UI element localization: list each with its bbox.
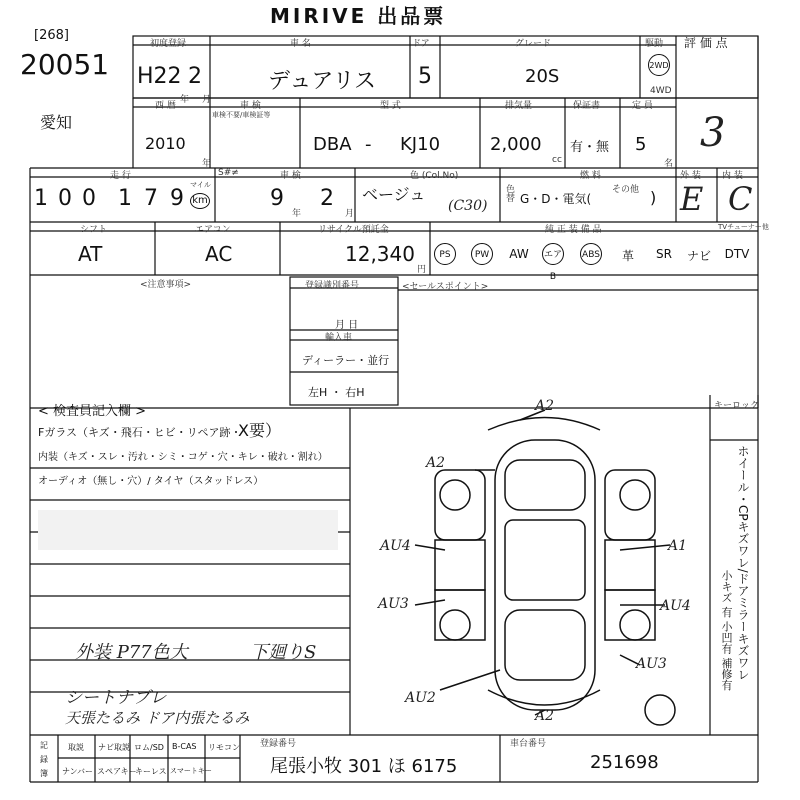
- recycle-fee: 12,340: [345, 242, 415, 266]
- mark-line: [415, 600, 445, 605]
- mark-a2-bottom: A2: [535, 708, 555, 724]
- equipment-item: エアB: [542, 243, 564, 265]
- wheel-rear-right: [620, 610, 650, 640]
- label-aircon: エアコン: [195, 225, 231, 235]
- recycle-unit: 円: [417, 265, 427, 275]
- footer-item: ナビ取説: [98, 743, 130, 752]
- model-code: KJ10: [400, 134, 441, 155]
- label-shamei: 車 名: [290, 39, 311, 49]
- label-grade: グレード: [515, 39, 552, 49]
- shaken-year-mark: 年: [292, 209, 302, 219]
- label-hosho: 保証書: [573, 101, 601, 111]
- front-bumper: [488, 418, 600, 431]
- footer-item: スマートキー: [170, 767, 212, 775]
- footer-side-3: 簿: [40, 769, 48, 778]
- label-toroku: 登録識別番号: [305, 281, 360, 291]
- footer-item: ロム/SD: [134, 743, 164, 752]
- color-change: 色替: [504, 184, 514, 202]
- shodo-month: 2: [188, 64, 202, 89]
- mark-au3-right: AU3: [636, 656, 667, 672]
- note-ceiling: 天張たるみ ドア内張たるみ: [65, 709, 250, 727]
- drive-4wd: 4WD: [650, 86, 672, 96]
- side-note-status: 小キズ 有 小凹有 補修有: [720, 570, 733, 691]
- mileage-digit: 1: [118, 186, 132, 211]
- chassis-label: 車台番号: [510, 739, 547, 749]
- shift: AT: [78, 242, 103, 266]
- label-teiin: 定 員: [632, 101, 653, 111]
- mark-au3-left: AU3: [378, 596, 409, 612]
- mileage-digit: 0: [58, 186, 72, 211]
- shodo-era: H22: [137, 64, 182, 89]
- handle-options: 左H ・ 右H: [308, 386, 365, 399]
- fuel-close: ): [650, 188, 657, 207]
- note-exterior: 外装 P77色大: [75, 642, 188, 663]
- hosho-options: 有・無: [570, 140, 610, 155]
- label-soko: 走 行: [110, 171, 131, 181]
- trunk-panel: [505, 610, 585, 680]
- mile-label: マイル: [190, 181, 211, 189]
- equipment-item: 革: [621, 249, 634, 263]
- label-yunyu: 輸入車: [325, 333, 353, 343]
- spare-tire: [645, 695, 675, 725]
- equipment-item: SR: [656, 247, 672, 261]
- color-code: (C30): [448, 198, 488, 214]
- teiin: 5: [635, 134, 647, 155]
- drive-2wd: 2WD: [648, 54, 670, 76]
- lot-number: 20051: [20, 48, 110, 81]
- equipment-item: AW: [509, 247, 529, 261]
- shaken-date-label: S#≠: [218, 168, 239, 178]
- footer-item: 取説: [68, 743, 84, 752]
- plate-label: 登録番号: [260, 739, 297, 749]
- shaken-month: 2: [320, 186, 334, 211]
- label-chui: <注意事項>: [140, 280, 192, 290]
- color: ベージュ: [362, 185, 426, 204]
- seireki: 2010: [145, 134, 186, 153]
- equipment-item: PS: [434, 243, 456, 265]
- label-shodo: 初度登録: [150, 39, 187, 49]
- document-title: MIRIVE 出品票: [270, 4, 447, 28]
- wheel-front-left: [440, 480, 470, 510]
- km-label: km: [190, 193, 210, 209]
- footer-item: ナンバー: [62, 767, 94, 776]
- grade: 20S: [525, 66, 560, 87]
- equipment-item: PW: [471, 243, 493, 265]
- footer-item: B-CAS: [172, 742, 197, 751]
- dealer-options: ディーラー・並行: [302, 354, 390, 367]
- lot-tag: [268]: [34, 28, 69, 43]
- mark-line: [440, 670, 500, 690]
- shaken-month-mark: 月: [345, 209, 355, 219]
- year-mark: 年: [180, 95, 190, 105]
- inspect-line2: 内装（キズ・スレ・汚れ・シミ・コゲ・穴・キレ・破れ・割れ）: [38, 452, 328, 463]
- chassis-number: 251698: [590, 752, 659, 773]
- mark-line: [415, 545, 445, 550]
- model-dash: -: [365, 134, 372, 155]
- label-seireki: 西 暦: [155, 101, 176, 111]
- mark-a2-top: A2: [535, 398, 555, 414]
- roof-panel: [505, 520, 585, 600]
- mark-a2-left: A2: [426, 455, 446, 471]
- footer-item: リモコン: [208, 743, 240, 752]
- label-color: 色 (Col.No): [410, 171, 459, 181]
- mileage-digit: 7: [144, 186, 158, 211]
- mark-au2-left: AU2: [405, 690, 436, 706]
- fuel-options: G・D・電気(: [520, 192, 592, 206]
- mileage-digit: 1: [34, 186, 48, 211]
- displacement: 2,000: [490, 134, 542, 155]
- car-name: デュアリス: [268, 69, 377, 94]
- model-prefix: DBA: [313, 134, 352, 155]
- plate-number: 尾張小牧 301 ほ 6175: [270, 756, 458, 777]
- month-day: 月 日: [335, 320, 359, 331]
- label-haiki: 排気量: [505, 101, 533, 111]
- note-seat: シートナブレ: [65, 688, 167, 708]
- mileage-digit: 9: [170, 186, 184, 211]
- label-shaken2: 車 検: [240, 101, 261, 111]
- inspect-line1: Fガラス（キズ・飛石・ヒビ・リペア跡・: [38, 426, 242, 439]
- year-mark-2: 年: [202, 159, 212, 169]
- label-katashiki: 型 式: [380, 101, 401, 111]
- cc-unit: cc: [552, 155, 562, 165]
- side-note-wheel: ホイール・CPキズワレ/ドアミラーキズワレ: [736, 445, 750, 681]
- mark-line: [620, 545, 670, 550]
- region: 愛知: [40, 113, 73, 132]
- mark-au4-right: AU4: [660, 598, 691, 614]
- label-recycle: リサイクル預託金: [318, 225, 389, 235]
- month-mark: 月: [202, 95, 212, 105]
- equipment-item: DTV: [724, 247, 750, 261]
- exterior-grade: E: [680, 180, 704, 218]
- inspect-line3: オーディオ（無し・穴）/ タイヤ（スタッドレス）: [38, 476, 264, 487]
- label-drive: 駆動: [645, 39, 664, 49]
- aircon: AC: [205, 242, 233, 266]
- teiin-unit: 名: [664, 159, 674, 169]
- label-shift: シフト: [80, 225, 108, 235]
- interior-grade: C: [728, 180, 753, 218]
- label-fuel: 燃 料: [580, 171, 601, 181]
- shaken-year: 9: [270, 186, 284, 211]
- shaken-note: 車検不要/車検証等: [212, 111, 271, 119]
- front-left-door: [435, 540, 485, 590]
- label-shaken3: 車 検: [280, 171, 301, 181]
- footer-item: スペアキー: [97, 767, 137, 776]
- fuel-other: その他: [612, 185, 640, 195]
- footer-side-2: 録: [40, 755, 48, 764]
- note-underbody: 下廻りS: [250, 642, 317, 663]
- footer-side-1: 記: [40, 741, 48, 750]
- grade-score: 3: [700, 110, 726, 156]
- label-sales: <セールスポイント>: [402, 282, 489, 292]
- label-gaiso: 外 装: [680, 171, 701, 181]
- label-equip: 純 正 装 備 品: [545, 225, 602, 235]
- rear-bumper: [488, 690, 600, 705]
- keylock-label: キーロック: [714, 401, 759, 411]
- footer-item: キーレス: [135, 767, 167, 776]
- door-count: 5: [418, 64, 432, 89]
- hood-panel: [505, 460, 585, 510]
- wheel-front-right: [620, 480, 650, 510]
- wheel-rear-left: [440, 610, 470, 640]
- equipment-item: ナビ: [686, 249, 711, 263]
- inspect-line1-mark: X要）: [238, 421, 281, 440]
- mark-a1-right: A1: [668, 538, 688, 554]
- label-naiso: 内 装: [722, 171, 743, 181]
- label-hyoka: 評 価 点: [684, 36, 728, 50]
- label-door: ドア: [412, 39, 430, 49]
- mark-au4-left: AU4: [380, 538, 411, 554]
- label-tuner: TVチューナー他: [718, 223, 769, 231]
- car-body-outline: [495, 440, 595, 710]
- equipment-item: ABS: [580, 243, 602, 265]
- inspect-title: < 検査員記入欄 >: [38, 404, 147, 419]
- mileage-digit: 0: [82, 186, 96, 211]
